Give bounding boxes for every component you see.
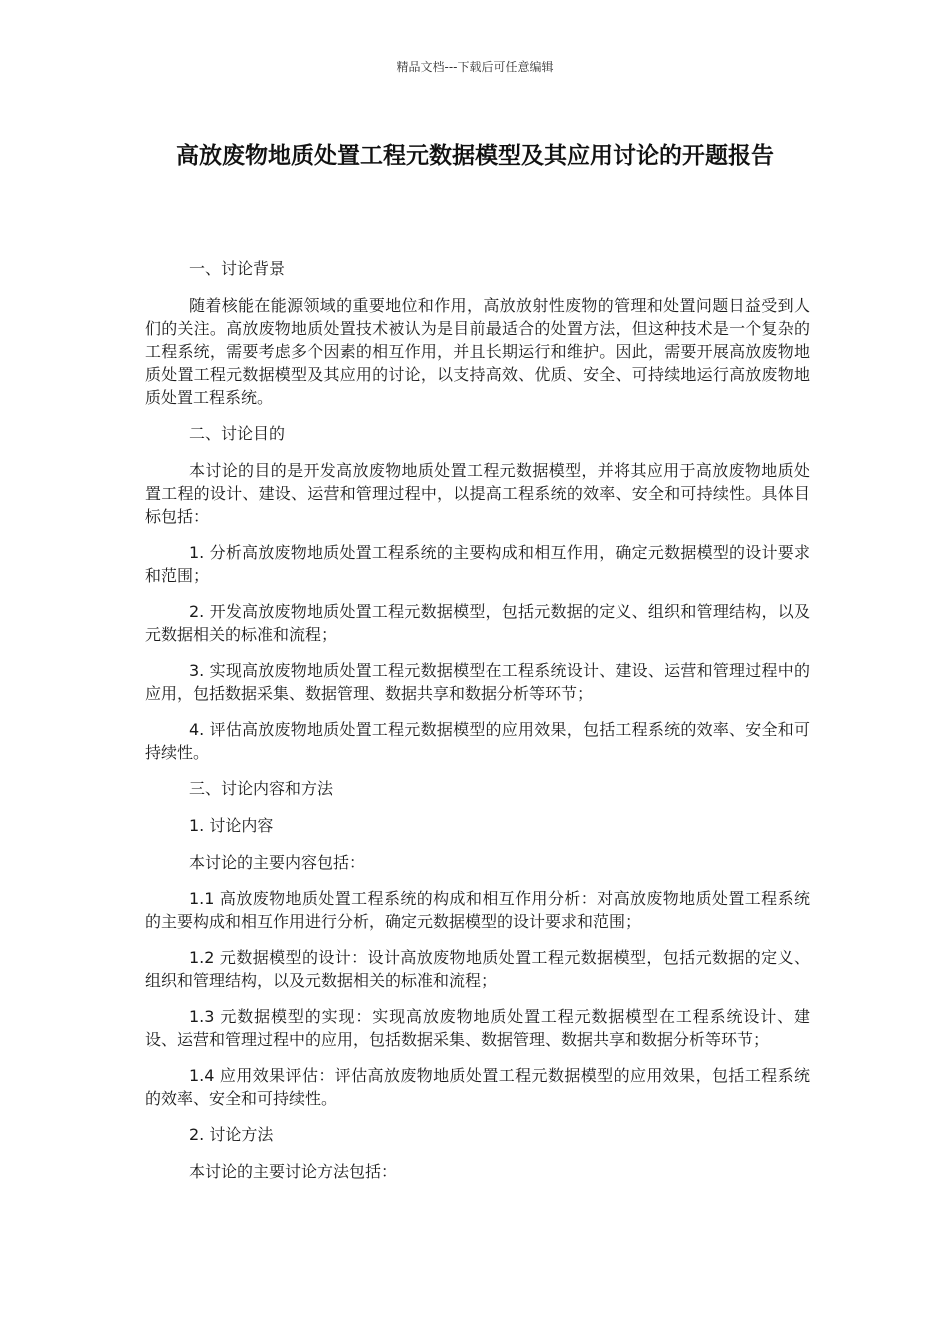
subheading-method: 2. 讨论方法 — [189, 1125, 274, 1144]
list-item-content-1-1: 1.1 高放废物地质处置工程系统的构成和相互作用分析：对高放废物地质处置工程系统的主要构成和相互作用进行分析，确定元数据模型的设计要求和范围； — [145, 889, 810, 931]
document-body — [145, 257, 810, 1196]
paragraph-content-intro: 本讨论的主要内容包括： — [189, 853, 366, 872]
list-item-goal-2: 2. 开发高放废物地质处置工程元数据模型，包括元数据的定义、组织和管理结构，以及元数据相关的标准和流程； — [145, 602, 810, 644]
list-item-goal-3: 3. 实现高放废物地质处置工程元数据模型在工程系统设计、建设、运营和管理过程中的应用，包括数据采集、数据管理、数据共享和数据分析等环节； — [145, 661, 810, 703]
section-heading-background: 一、讨论背景 — [189, 259, 286, 278]
paragraph-background: 随着核能在能源领域的重要地位和作用，高放放射性废物的管理和处置问题日益受到人们的关注。高放废物地质处置技术被认为是目前最适合的处置方法，但这种技术是一个复杂的工程系统，需要考虑多个因素的相互作用，并且长期运行和维护。因此，需要开展高放废物地质处置工程元数据模型及其应用的讨论，以支持高效、优质、安全、可持续地运行高放废物地质处置工程系统。 — [145, 296, 810, 407]
section-heading-purpose: 二、讨论目的 — [189, 424, 286, 443]
list-item-content-1-4: 1.4 应用效果评估：评估高放废物地质处置工程元数据模型的应用效果，包括工程系统的效率、安全和可持续性。 — [145, 1066, 810, 1108]
paragraph-purpose: 本讨论的目的是开发高放废物地质处置工程元数据模型，并将其应用于高放废物地质处置工程的设计、建设、运营和管理过程中，以提高工程系统的效率、安全和可持续性。具体目标包括： — [145, 461, 810, 526]
list-item-goal-4: 4. 评估高放废物地质处置工程元数据模型的应用效果，包括工程系统的效率、安全和可持续性。 — [145, 720, 810, 762]
list-item-content-1-3: 1.3 元数据模型的实现：实现高放废物地质处置工程元数据模型在工程系统设计、建设、运营和管理过程中的应用，包括数据采集、数据管理、数据共享和数据分析等环节； — [145, 1007, 810, 1049]
list-item-content-1-2: 1.2 元数据模型的设计：设计高放废物地质处置工程元数据模型，包括元数据的定义、组织和管理结构，以及元数据相关的标准和流程； — [145, 948, 810, 990]
header-note: 精品文档---下载后可任意编辑 — [396, 60, 554, 74]
document-title: 高放废物地质处置工程元数据模型及其应用讨论的开题报告 — [176, 143, 774, 169]
paragraph-method-intro: 本讨论的主要讨论方法包括： — [189, 1162, 398, 1181]
list-item-goal-1: 1. 分析高放废物地质处置工程系统的主要构成和相互作用，确定元数据模型的设计要求和范围； — [145, 543, 810, 585]
section-heading-content-method: 三、讨论内容和方法 — [189, 779, 334, 798]
subheading-content: 1. 讨论内容 — [189, 816, 274, 835]
